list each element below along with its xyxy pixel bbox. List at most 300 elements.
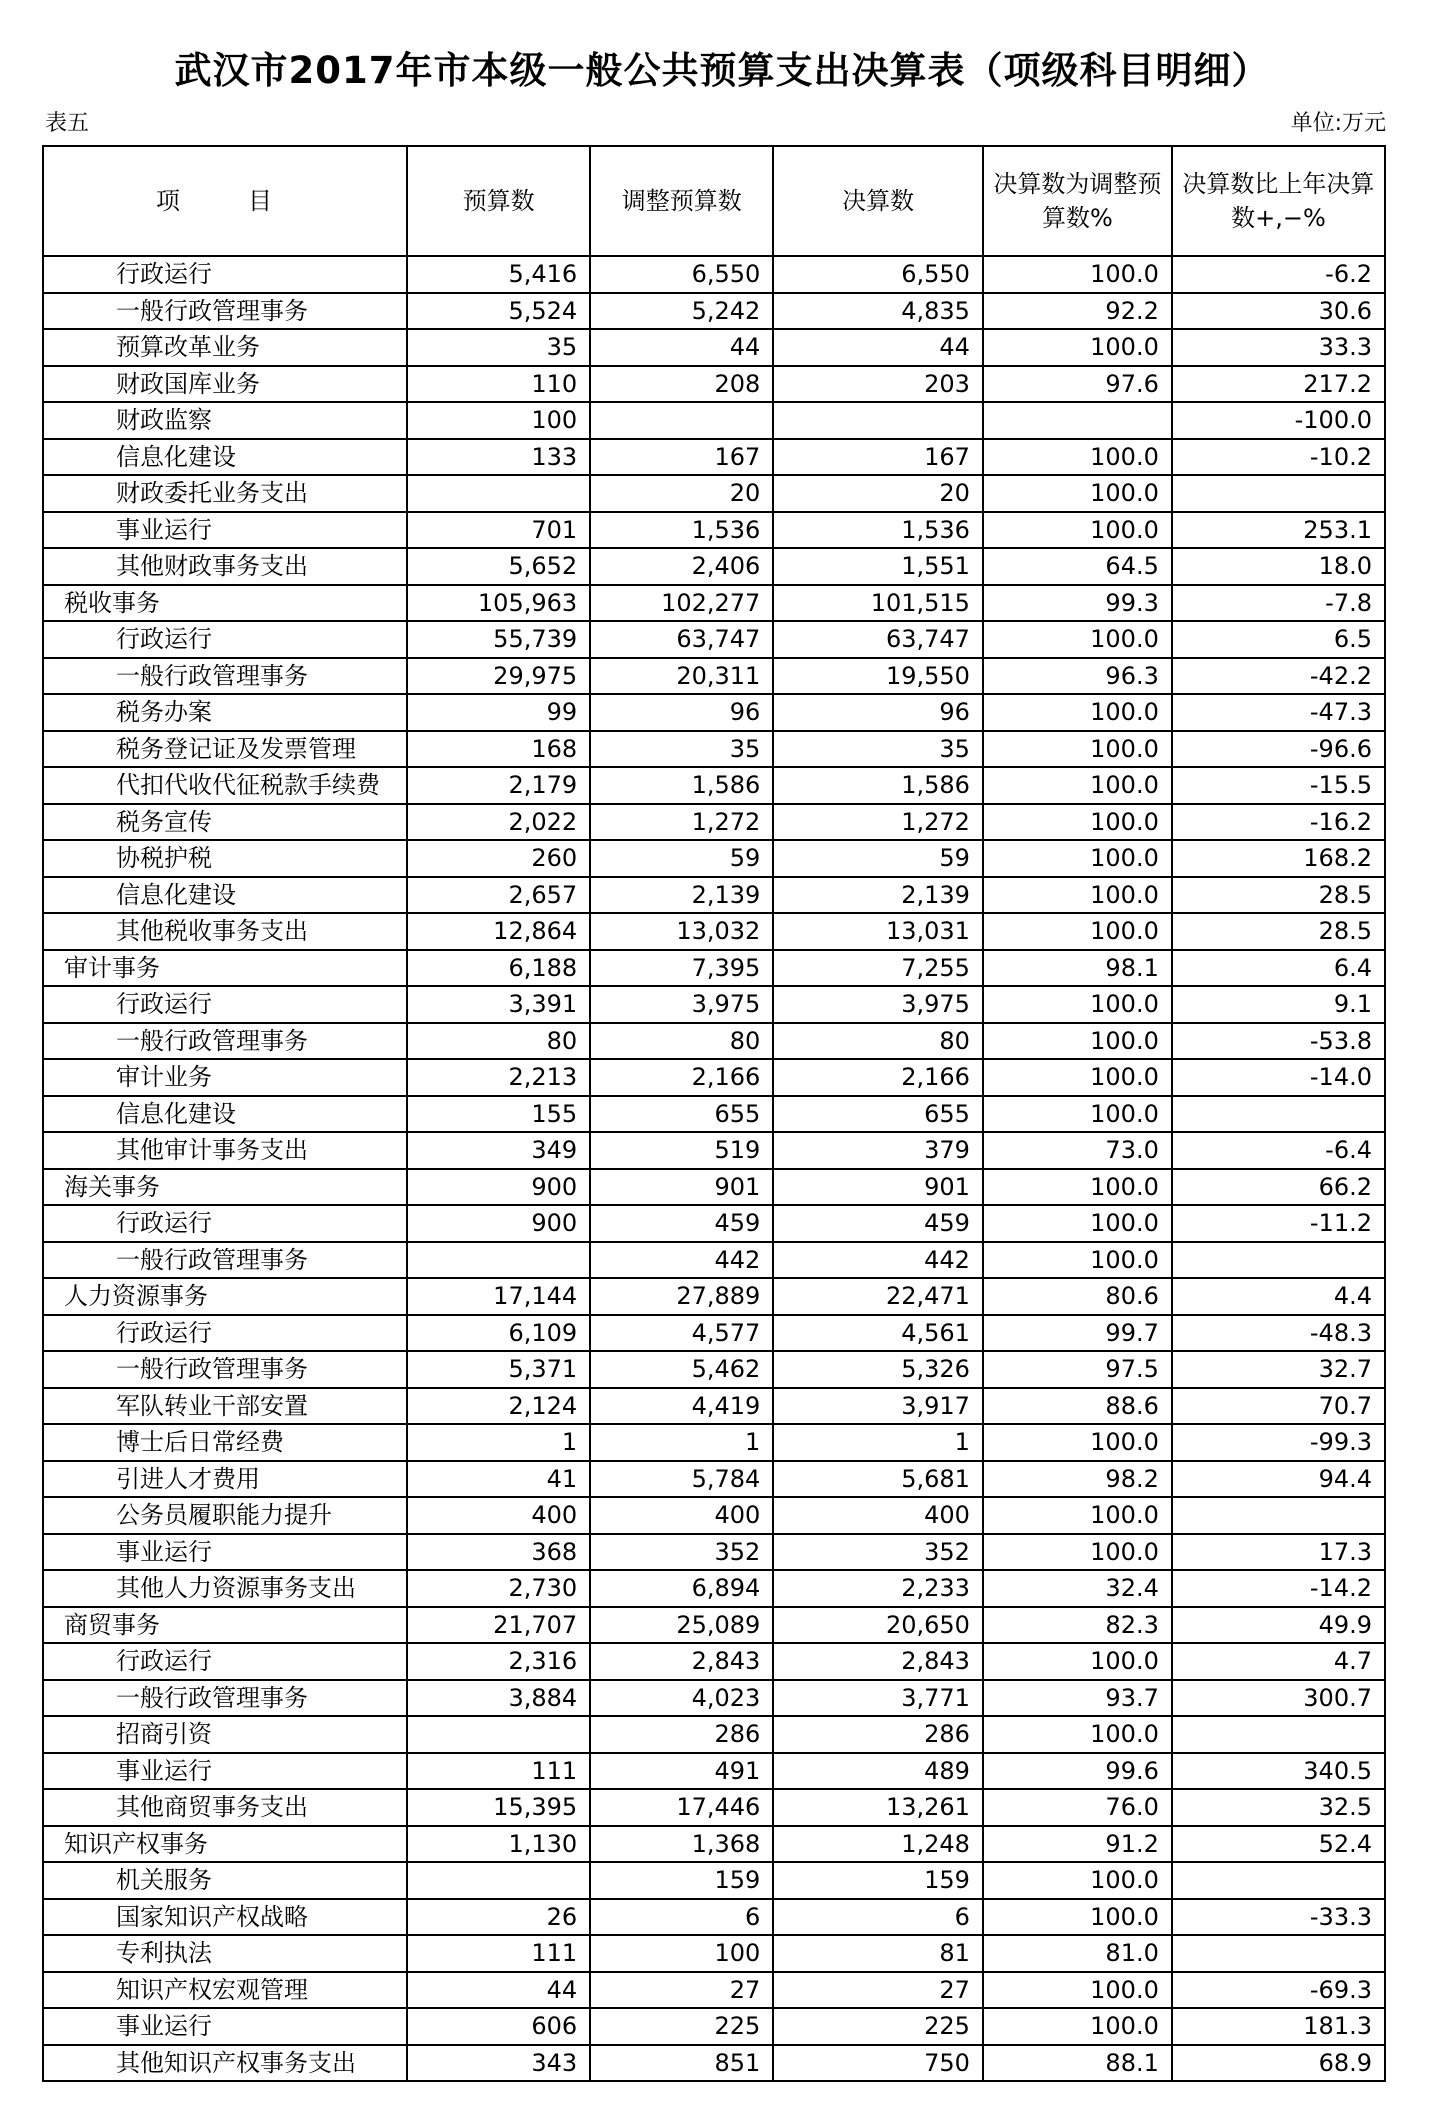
table-row — [43, 1899, 1385, 1936]
table-row — [43, 731, 1385, 768]
table-body — [43, 256, 1385, 2081]
cell-yoy-change: -14.2 — [1172, 1570, 1385, 1607]
cell-adjusted-budget: 1,272 — [590, 804, 773, 841]
cell-final: 203 — [773, 366, 983, 403]
table-row — [43, 2008, 1385, 2045]
cell-adjusted-budget: 63,747 — [590, 621, 773, 658]
cell-pct-of-adjusted: 100.0 — [983, 840, 1172, 877]
cell-pct-of-adjusted: 100.0 — [983, 512, 1172, 549]
cell-yoy-change: -42.2 — [1172, 658, 1385, 695]
cell-final: 44 — [773, 329, 983, 366]
cell-item-name: 预算改革业务 — [43, 329, 407, 366]
cell-item-name: 引进人才费用 — [43, 1461, 407, 1498]
cell-adjusted-budget: 96 — [590, 694, 773, 731]
cell-budget: 260 — [407, 840, 590, 877]
cell-budget: 100 — [407, 402, 590, 439]
table-row — [43, 1351, 1385, 1388]
cell-final: 1,586 — [773, 767, 983, 804]
table-row — [43, 840, 1385, 877]
table-row — [43, 1461, 1385, 1498]
cell-budget: 29,975 — [407, 658, 590, 695]
header-final: 决算数 — [773, 146, 983, 256]
cell-budget — [407, 1862, 590, 1899]
table-row — [43, 1023, 1385, 1060]
cell-budget: 105,963 — [407, 585, 590, 622]
cell-yoy-change: 30.6 — [1172, 293, 1385, 330]
cell-pct-of-adjusted: 91.2 — [983, 1826, 1172, 1863]
cell-yoy-change: 6.5 — [1172, 621, 1385, 658]
cell-item-name: 一般行政管理事务 — [43, 1680, 407, 1717]
table-row — [43, 1388, 1385, 1425]
cell-adjusted-budget: 167 — [590, 439, 773, 476]
cell-adjusted-budget: 4,023 — [590, 1680, 773, 1717]
cell-item-name: 知识产权宏观管理 — [43, 1972, 407, 2009]
cell-item-name: 其他税收事务支出 — [43, 913, 407, 950]
cell-budget: 15,395 — [407, 1789, 590, 1826]
cell-pct-of-adjusted: 100.0 — [983, 767, 1172, 804]
table-row — [43, 439, 1385, 476]
table-row — [43, 1169, 1385, 1206]
cell-item-name: 协税护税 — [43, 840, 407, 877]
cell-yoy-change — [1172, 1242, 1385, 1279]
cell-budget: 2,179 — [407, 767, 590, 804]
cell-pct-of-adjusted: 81.0 — [983, 1935, 1172, 1972]
cell-pct-of-adjusted: 76.0 — [983, 1789, 1172, 1826]
cell-pct-of-adjusted: 93.7 — [983, 1680, 1172, 1717]
cell-item-name: 财政委托业务支出 — [43, 475, 407, 512]
table-row — [43, 1497, 1385, 1534]
table-row — [43, 585, 1385, 622]
cell-adjusted-budget: 80 — [590, 1023, 773, 1060]
table-row — [43, 1972, 1385, 2009]
cell-yoy-change — [1172, 1935, 1385, 1972]
cell-yoy-change: 9.1 — [1172, 986, 1385, 1023]
cell-item-name: 行政运行 — [43, 986, 407, 1023]
cell-yoy-change: -14.0 — [1172, 1059, 1385, 1096]
cell-pct-of-adjusted: 100.0 — [983, 621, 1172, 658]
cell-yoy-change: 33.3 — [1172, 329, 1385, 366]
cell-final: 101,515 — [773, 585, 983, 622]
table-row — [43, 1570, 1385, 1607]
cell-final: 901 — [773, 1169, 983, 1206]
cell-yoy-change: -6.2 — [1172, 256, 1385, 293]
table-row — [43, 658, 1385, 695]
cell-adjusted-budget: 35 — [590, 731, 773, 768]
cell-budget: 1,130 — [407, 1826, 590, 1863]
cell-budget: 2,124 — [407, 1388, 590, 1425]
table-row — [43, 986, 1385, 1023]
unit-label: 单位:万元 — [1290, 111, 1386, 136]
cell-budget — [407, 1242, 590, 1279]
table-row — [43, 621, 1385, 658]
cell-budget: 6,109 — [407, 1315, 590, 1352]
cell-adjusted-budget: 851 — [590, 2045, 773, 2082]
cell-item-name: 事业运行 — [43, 2008, 407, 2045]
cell-pct-of-adjusted: 100.0 — [983, 1862, 1172, 1899]
cell-budget: 80 — [407, 1023, 590, 1060]
budget-table — [42, 145, 1386, 2082]
header-pct-of-adjusted: 决算数为调整预算数% — [983, 146, 1172, 256]
cell-adjusted-budget: 286 — [590, 1716, 773, 1753]
cell-budget: 55,739 — [407, 621, 590, 658]
cell-item-name: 招商引资 — [43, 1716, 407, 1753]
cell-final: 1,551 — [773, 548, 983, 585]
cell-adjusted-budget: 901 — [590, 1169, 773, 1206]
cell-pct-of-adjusted: 88.6 — [983, 1388, 1172, 1425]
cell-adjusted-budget: 655 — [590, 1096, 773, 1133]
cell-adjusted-budget: 400 — [590, 1497, 773, 1534]
cell-final: 352 — [773, 1534, 983, 1571]
cell-budget: 701 — [407, 512, 590, 549]
cell-budget: 5,652 — [407, 548, 590, 585]
cell-budget: 2,730 — [407, 1570, 590, 1607]
cell-yoy-change: 94.4 — [1172, 1461, 1385, 1498]
cell-item-name: 军队转业干部安置 — [43, 1388, 407, 1425]
cell-final: 96 — [773, 694, 983, 731]
cell-yoy-change — [1172, 1497, 1385, 1534]
cell-budget — [407, 475, 590, 512]
cell-yoy-change: 49.9 — [1172, 1607, 1385, 1644]
table-row — [43, 1607, 1385, 1644]
cell-yoy-change: 68.9 — [1172, 2045, 1385, 2082]
cell-final: 5,326 — [773, 1351, 983, 1388]
cell-item-name: 信息化建设 — [43, 439, 407, 476]
cell-final: 3,917 — [773, 1388, 983, 1425]
cell-final — [773, 402, 983, 439]
cell-yoy-change: -69.3 — [1172, 1972, 1385, 2009]
cell-pct-of-adjusted: 80.6 — [983, 1278, 1172, 1315]
cell-yoy-change: 18.0 — [1172, 548, 1385, 585]
cell-final: 4,835 — [773, 293, 983, 330]
table-row — [43, 1132, 1385, 1169]
cell-budget: 2,213 — [407, 1059, 590, 1096]
cell-item-name: 税务登记证及发票管理 — [43, 731, 407, 768]
cell-final: 442 — [773, 1242, 983, 1279]
cell-final: 13,261 — [773, 1789, 983, 1826]
cell-yoy-change: 28.5 — [1172, 877, 1385, 914]
cell-pct-of-adjusted: 100.0 — [983, 1534, 1172, 1571]
cell-adjusted-budget: 6,550 — [590, 256, 773, 293]
cell-budget: 2,657 — [407, 877, 590, 914]
cell-adjusted-budget: 25,089 — [590, 1607, 773, 1644]
cell-adjusted-budget: 6 — [590, 1899, 773, 1936]
cell-budget: 2,316 — [407, 1643, 590, 1680]
cell-pct-of-adjusted: 99.7 — [983, 1315, 1172, 1352]
cell-final: 489 — [773, 1753, 983, 1790]
table-row — [43, 877, 1385, 914]
cell-budget: 168 — [407, 731, 590, 768]
table-row — [43, 475, 1385, 512]
cell-final: 159 — [773, 1862, 983, 1899]
cell-final: 2,139 — [773, 877, 983, 914]
cell-item-name: 行政运行 — [43, 621, 407, 658]
cell-budget: 111 — [407, 1753, 590, 1790]
cell-yoy-change: -53.8 — [1172, 1023, 1385, 1060]
table-row — [43, 293, 1385, 330]
cell-yoy-change: 6.4 — [1172, 950, 1385, 987]
cell-pct-of-adjusted: 99.6 — [983, 1753, 1172, 1790]
cell-budget: 606 — [407, 2008, 590, 2045]
cell-yoy-change: 4.7 — [1172, 1643, 1385, 1680]
cell-adjusted-budget: 20,311 — [590, 658, 773, 695]
cell-budget: 110 — [407, 366, 590, 403]
cell-pct-of-adjusted: 100.0 — [983, 1205, 1172, 1242]
cell-item-name: 财政国库业务 — [43, 366, 407, 403]
cell-pct-of-adjusted: 100.0 — [983, 1424, 1172, 1461]
cell-item-name: 信息化建设 — [43, 877, 407, 914]
cell-yoy-change: 181.3 — [1172, 2008, 1385, 2045]
cell-final: 27 — [773, 1972, 983, 2009]
cell-budget: 44 — [407, 1972, 590, 2009]
cell-item-name: 审计事务 — [43, 950, 407, 987]
table-row — [43, 804, 1385, 841]
cell-yoy-change — [1172, 1716, 1385, 1753]
table-row — [43, 548, 1385, 585]
cell-budget: 349 — [407, 1132, 590, 1169]
cell-final: 6,550 — [773, 256, 983, 293]
cell-adjusted-budget: 27 — [590, 1972, 773, 2009]
cell-adjusted-budget: 491 — [590, 1753, 773, 1790]
cell-yoy-change: 217.2 — [1172, 366, 1385, 403]
cell-pct-of-adjusted: 98.2 — [983, 1461, 1172, 1498]
cell-item-name: 一般行政管理事务 — [43, 1351, 407, 1388]
cell-item-name: 一般行政管理事务 — [43, 293, 407, 330]
cell-item-name: 事业运行 — [43, 1753, 407, 1790]
table-row — [43, 913, 1385, 950]
cell-item-name: 财政监察 — [43, 402, 407, 439]
cell-budget: 900 — [407, 1205, 590, 1242]
cell-adjusted-budget: 1,368 — [590, 1826, 773, 1863]
cell-pct-of-adjusted: 100.0 — [983, 1023, 1172, 1060]
cell-yoy-change — [1172, 1096, 1385, 1133]
cell-pct-of-adjusted: 92.2 — [983, 293, 1172, 330]
cell-budget: 12,864 — [407, 913, 590, 950]
cell-final: 655 — [773, 1096, 983, 1133]
cell-final: 1,272 — [773, 804, 983, 841]
cell-yoy-change: -6.4 — [1172, 1132, 1385, 1169]
table-row — [43, 1096, 1385, 1133]
table-row — [43, 694, 1385, 731]
cell-budget: 133 — [407, 439, 590, 476]
cell-adjusted-budget: 5,242 — [590, 293, 773, 330]
cell-pct-of-adjusted: 100.0 — [983, 1643, 1172, 1680]
cell-final: 1,248 — [773, 1826, 983, 1863]
cell-final: 7,255 — [773, 950, 983, 987]
cell-item-name: 公务员履职能力提升 — [43, 1497, 407, 1534]
table-row — [43, 1826, 1385, 1863]
cell-yoy-change: 300.7 — [1172, 1680, 1385, 1717]
cell-budget: 2,022 — [407, 804, 590, 841]
cell-final: 2,233 — [773, 1570, 983, 1607]
cell-adjusted-budget: 2,406 — [590, 548, 773, 585]
table-row — [43, 512, 1385, 549]
cell-final: 400 — [773, 1497, 983, 1534]
cell-adjusted-budget: 459 — [590, 1205, 773, 1242]
cell-item-name: 人力资源事务 — [43, 1278, 407, 1315]
cell-item-name: 行政运行 — [43, 1205, 407, 1242]
cell-adjusted-budget: 20 — [590, 475, 773, 512]
cell-final: 225 — [773, 2008, 983, 2045]
cell-adjusted-budget: 6,894 — [590, 1570, 773, 1607]
table-row — [43, 950, 1385, 987]
cell-final: 750 — [773, 2045, 983, 2082]
cell-item-name: 专利执法 — [43, 1935, 407, 1972]
cell-yoy-change: -99.3 — [1172, 1424, 1385, 1461]
cell-final: 80 — [773, 1023, 983, 1060]
cell-yoy-change: 28.5 — [1172, 913, 1385, 950]
cell-final: 3,771 — [773, 1680, 983, 1717]
cell-item-name: 海关事务 — [43, 1169, 407, 1206]
cell-pct-of-adjusted: 82.3 — [983, 1607, 1172, 1644]
cell-item-name: 一般行政管理事务 — [43, 1242, 407, 1279]
cell-item-name: 行政运行 — [43, 256, 407, 293]
cell-yoy-change: 32.5 — [1172, 1789, 1385, 1826]
cell-budget: 5,371 — [407, 1351, 590, 1388]
cell-yoy-change: -11.2 — [1172, 1205, 1385, 1242]
cell-item-name: 国家知识产权战略 — [43, 1899, 407, 1936]
cell-pct-of-adjusted: 100.0 — [983, 1716, 1172, 1753]
cell-pct-of-adjusted: 100.0 — [983, 1059, 1172, 1096]
cell-pct-of-adjusted: 100.0 — [983, 986, 1172, 1023]
table-row — [43, 1716, 1385, 1753]
cell-pct-of-adjusted: 100.0 — [983, 475, 1172, 512]
cell-pct-of-adjusted: 100.0 — [983, 1242, 1172, 1279]
cell-final: 1,536 — [773, 512, 983, 549]
cell-pct-of-adjusted: 100.0 — [983, 913, 1172, 950]
cell-final: 167 — [773, 439, 983, 476]
cell-budget: 5,524 — [407, 293, 590, 330]
cell-adjusted-budget: 7,395 — [590, 950, 773, 987]
cell-item-name: 博士后日常经费 — [43, 1424, 407, 1461]
cell-budget: 26 — [407, 1899, 590, 1936]
table-row — [43, 1753, 1385, 1790]
cell-item-name: 税务宣传 — [43, 804, 407, 841]
cell-item-name: 代扣代收代征税款手续费 — [43, 767, 407, 804]
cell-adjusted-budget: 519 — [590, 1132, 773, 1169]
table-row — [43, 1862, 1385, 1899]
cell-adjusted-budget: 4,577 — [590, 1315, 773, 1352]
cell-pct-of-adjusted: 100.0 — [983, 1497, 1172, 1534]
cell-budget — [407, 1716, 590, 1753]
cell-item-name: 机关服务 — [43, 1862, 407, 1899]
cell-item-name: 其他人力资源事务支出 — [43, 1570, 407, 1607]
cell-final: 20,650 — [773, 1607, 983, 1644]
cell-adjusted-budget: 2,843 — [590, 1643, 773, 1680]
table-row — [43, 1059, 1385, 1096]
cell-pct-of-adjusted: 88.1 — [983, 2045, 1172, 2082]
header-budget: 预算数 — [407, 146, 590, 256]
cell-adjusted-budget: 5,462 — [590, 1351, 773, 1388]
table-row — [43, 1205, 1385, 1242]
header-item: 项 目 — [43, 146, 407, 256]
cell-yoy-change: -33.3 — [1172, 1899, 1385, 1936]
cell-adjusted-budget: 1,536 — [590, 512, 773, 549]
cell-yoy-change: -7.8 — [1172, 585, 1385, 622]
cell-item-name: 税收事务 — [43, 585, 407, 622]
cell-item-name: 信息化建设 — [43, 1096, 407, 1133]
cell-yoy-change: -15.5 — [1172, 767, 1385, 804]
cell-item-name: 知识产权事务 — [43, 1826, 407, 1863]
cell-item-name: 其他商贸事务支出 — [43, 1789, 407, 1826]
cell-final: 4,561 — [773, 1315, 983, 1352]
cell-pct-of-adjusted: 100.0 — [983, 694, 1172, 731]
cell-item-name: 行政运行 — [43, 1643, 407, 1680]
cell-pct-of-adjusted: 100.0 — [983, 804, 1172, 841]
cell-final: 379 — [773, 1132, 983, 1169]
cell-yoy-change: 253.1 — [1172, 512, 1385, 549]
table-row — [43, 767, 1385, 804]
cell-pct-of-adjusted: 97.6 — [983, 366, 1172, 403]
cell-pct-of-adjusted: 64.5 — [983, 548, 1172, 585]
cell-yoy-change: 66.2 — [1172, 1169, 1385, 1206]
header-yoy-change: 决算数比上年决算数+,−% — [1172, 146, 1385, 256]
cell-budget: 17,144 — [407, 1278, 590, 1315]
cell-yoy-change: 52.4 — [1172, 1826, 1385, 1863]
cell-final: 459 — [773, 1205, 983, 1242]
table-row — [43, 1534, 1385, 1571]
cell-adjusted-budget: 225 — [590, 2008, 773, 2045]
table-row — [43, 329, 1385, 366]
cell-adjusted-budget: 4,419 — [590, 1388, 773, 1425]
cell-adjusted-budget: 13,032 — [590, 913, 773, 950]
cell-item-name: 商贸事务 — [43, 1607, 407, 1644]
cell-pct-of-adjusted: 96.3 — [983, 658, 1172, 695]
cell-budget: 1 — [407, 1424, 590, 1461]
cell-item-name: 其他审计事务支出 — [43, 1132, 407, 1169]
table-row — [43, 1242, 1385, 1279]
cell-item-name: 事业运行 — [43, 1534, 407, 1571]
header-row — [43, 146, 1385, 256]
cell-adjusted-budget: 100 — [590, 1935, 773, 1972]
cell-final: 3,975 — [773, 986, 983, 1023]
cell-yoy-change: -10.2 — [1172, 439, 1385, 476]
cell-final: 35 — [773, 731, 983, 768]
cell-final: 2,843 — [773, 1643, 983, 1680]
table-row — [43, 1643, 1385, 1680]
cell-adjusted-budget: 442 — [590, 1242, 773, 1279]
cell-pct-of-adjusted: 100.0 — [983, 1096, 1172, 1133]
cell-pct-of-adjusted: 98.1 — [983, 950, 1172, 987]
cell-yoy-change: -96.6 — [1172, 731, 1385, 768]
cell-budget: 368 — [407, 1534, 590, 1571]
table-row — [43, 1789, 1385, 1826]
cell-final: 19,550 — [773, 658, 983, 695]
cell-final: 13,031 — [773, 913, 983, 950]
cell-yoy-change: 340.5 — [1172, 1753, 1385, 1790]
cell-pct-of-adjusted: 100.0 — [983, 877, 1172, 914]
cell-pct-of-adjusted: 100.0 — [983, 329, 1172, 366]
cell-final: 63,747 — [773, 621, 983, 658]
cell-pct-of-adjusted — [983, 402, 1172, 439]
cell-adjusted-budget: 3,975 — [590, 986, 773, 1023]
cell-yoy-change: -48.3 — [1172, 1315, 1385, 1352]
cell-item-name: 其他知识产权事务支出 — [43, 2045, 407, 2082]
cell-adjusted-budget: 208 — [590, 366, 773, 403]
cell-pct-of-adjusted: 100.0 — [983, 2008, 1172, 2045]
cell-adjusted-budget: 59 — [590, 840, 773, 877]
cell-yoy-change: 32.7 — [1172, 1351, 1385, 1388]
cell-budget: 155 — [407, 1096, 590, 1133]
cell-adjusted-budget: 159 — [590, 1862, 773, 1899]
table-row — [43, 1424, 1385, 1461]
cell-item-name: 审计业务 — [43, 1059, 407, 1096]
cell-budget: 6,188 — [407, 950, 590, 987]
cell-adjusted-budget: 1 — [590, 1424, 773, 1461]
cell-pct-of-adjusted: 32.4 — [983, 1570, 1172, 1607]
cell-final: 1 — [773, 1424, 983, 1461]
cell-adjusted-budget: 27,889 — [590, 1278, 773, 1315]
cell-budget: 21,707 — [407, 1607, 590, 1644]
